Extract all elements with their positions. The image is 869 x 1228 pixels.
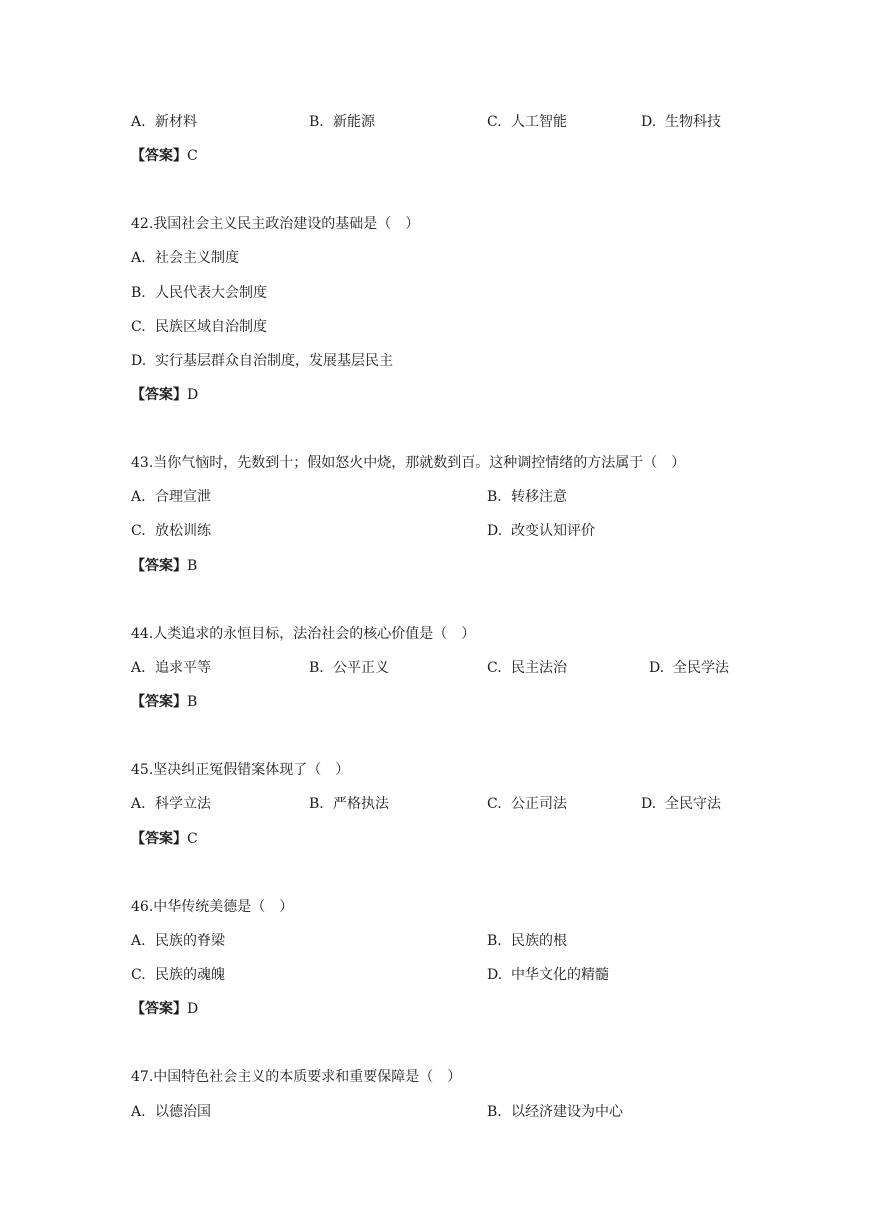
answer: 【答案】D [131, 387, 199, 403]
option-d: D. 全民守法 [641, 796, 721, 812]
option-a: A. 新材料 [131, 114, 197, 130]
question-stem: 45.坚决纠正冤假错案体现了（ ） [131, 762, 350, 778]
question-stem: 47.中国特色社会主义的本质要求和重要保障是（ ） [131, 1069, 462, 1085]
option-a: A. 社会主义制度 [131, 250, 239, 266]
option-b: B. 公平正义 [309, 660, 389, 676]
option-c: C. 民族区域自治制度 [131, 319, 267, 335]
answer: 【答案】C [131, 148, 198, 164]
option-c: C. 人工智能 [487, 114, 567, 130]
option-a: A. 追求平等 [131, 660, 211, 676]
option-d: D. 全民学法 [649, 660, 729, 676]
answer: 【答案】B [131, 558, 198, 574]
option-b: B. 转移注意 [487, 489, 567, 505]
question-stem: 42.我国社会主义民主政治建设的基础是（ ） [131, 216, 420, 232]
option-d: D. 中华文化的精髓 [487, 967, 609, 983]
option-d: D. 改变认知评价 [487, 523, 595, 539]
option-c: C. 民主法治 [487, 660, 567, 676]
option-d: D. 实行基层群众自治制度，发展基层民主 [131, 353, 393, 369]
answer: 【答案】B [131, 694, 198, 710]
option-c: C. 民族的魂魄 [131, 967, 225, 983]
answer: 【答案】C [131, 831, 198, 847]
option-a: A. 以德治国 [131, 1104, 211, 1120]
question-stem: 44.人类追求的永恒目标，法治社会的核心价值是（ ） [131, 626, 476, 642]
option-b: B. 民族的根 [487, 933, 567, 949]
question-stem: 43.当你气恼时，先数到十；假如怒火中烧，那就数到百。这种调控情绪的方法属于（ ） [131, 455, 686, 471]
question-stem: 46.中华传统美德是（ ） [131, 899, 294, 915]
option-c: C. 公正司法 [487, 796, 567, 812]
answer: 【答案】D [131, 1001, 199, 1017]
option-d: D. 生物科技 [641, 114, 721, 130]
option-b: B. 人民代表大会制度 [131, 285, 267, 301]
option-a: A. 合理宣泄 [131, 489, 211, 505]
option-b: B. 新能源 [309, 114, 375, 130]
option-b: B. 严格执法 [309, 796, 389, 812]
option-a: A. 科学立法 [131, 796, 211, 812]
option-c: C. 放松训练 [131, 523, 211, 539]
option-a: A. 民族的脊梁 [131, 933, 225, 949]
option-b: B. 以经济建设为中心 [487, 1104, 623, 1120]
